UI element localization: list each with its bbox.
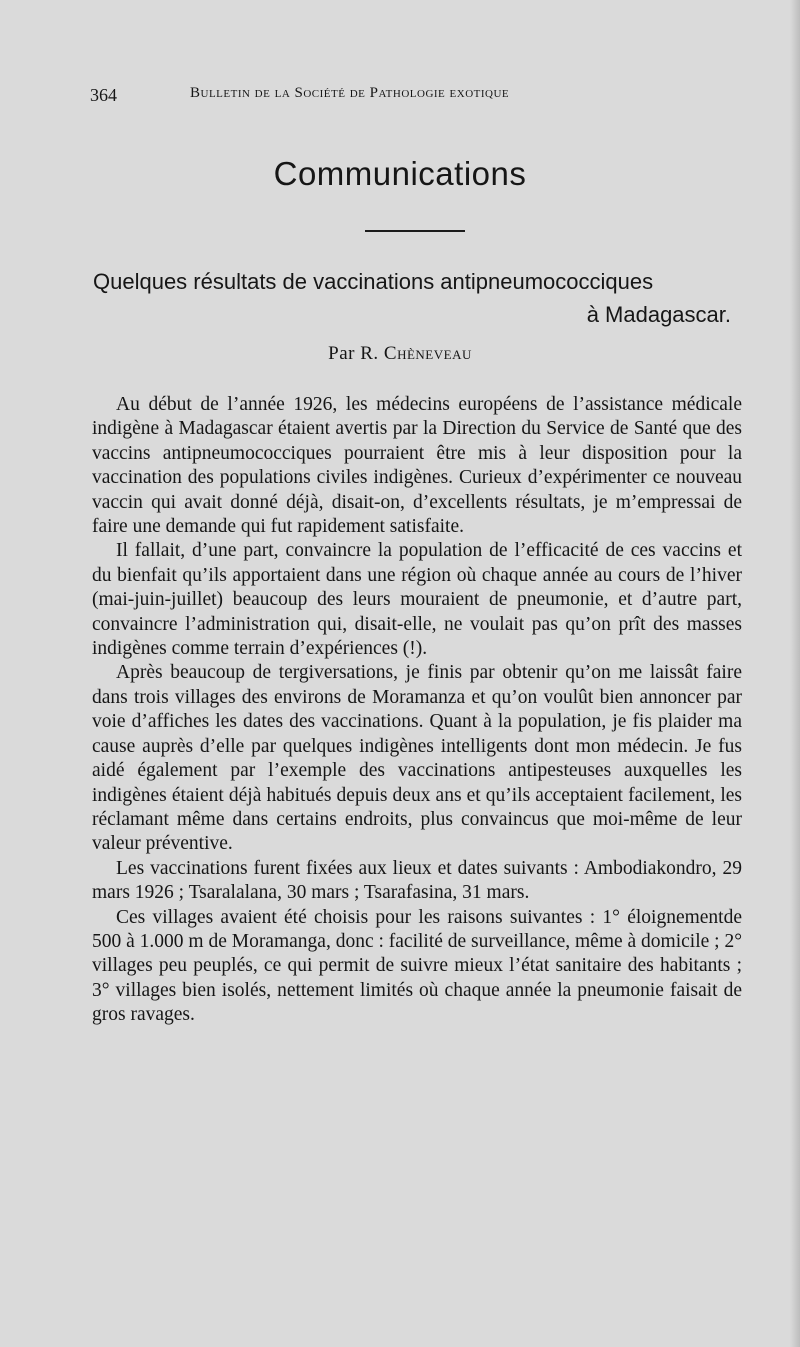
article-title-line-1: Quelques résultats de vaccinations antipneumococciques — [93, 269, 654, 294]
section-title: Communications — [273, 155, 527, 192]
page-edge-shadow — [790, 0, 800, 1347]
paragraph-5: Ces villages avaient été choisis pour les raisons suivantes : 1° éloignementde 500 à 1.000 m de Moramanga, donc : facilité de surveillance, même à domicile ; 2° villages peu peuplés, ce qui permit de suivre mieux l’état sanitaire des habitants ; 3° villages bien isolés, nettement limités où chaque année la pneumonie faisait de gros ravages. — [92, 906, 743, 1026]
journal-title: Bulletin de la Société de Pathologie exotique — [190, 85, 510, 101]
page-number: 364 — [90, 85, 117, 105]
author-name: R. Chèneveau — [360, 343, 472, 364]
running-head — [90, 85, 650, 113]
byline-prefix: Par — [328, 343, 355, 364]
article-title-line-2: à Madagascar. — [586, 302, 731, 327]
paragraph-3: Après beaucoup de tergiversations, je finis par obtenir qu’on me laissât faire dans trois villages des environs de Moramanza et qu’on voulût bien annoncer par voie d’affiches les dates des vaccinations. Quant à la population, je fis plaider ma cause auprès d’elle par quelques indigènes intelligents dont mon médecin. Je fus aidé également par l’exemple des vaccinations antipesteuses auxquelles les indigènes étaient déjà habitués depuis deux ans et qu’ils acceptaient facilement, les réclamant même dans certains endroits, plus convaincus que moi-même de leur valeur préventive. — [92, 662, 742, 855]
paragraph-1: Au début de l’année 1926, les médecins européens de l’assistance médicale indigène à Madagascar étaient avertis par la Direction du Service de Santé que des vaccins antipneumococciques pourraient être mis à leur disposition pour la vaccination des populations civiles indigènes. Curieux d’expérimenter ce nouveau vaccin qui avait donné déjà, disait-on, d’excellents résultats, je m’empressai de faire une demande qui fut rapidement satisfaite. — [92, 394, 742, 538]
byline — [0, 343, 800, 365]
paragraph-4: Les vaccinations furent fixées aux lieux et dates suivants : Ambodiakondro, 29 mars 1926 ; Tsaralalana, 30 mars ; Tsarafasina, 31 mars. — [92, 857, 742, 904]
section-rule — [365, 230, 465, 232]
paragraph-2: Il fallait, d’une part, convaincre la population de l’efficacité de ces vaccins et du bienfait qu’ils apportaient dans une région où chaque année au cours de l’hiver (mai-juin-juillet) beaucoup des leurs mouraient de pneumonie, et d’autre part, convaincre l’administration qui, disait-elle, ne voulait pas qu’on prît des masses indigènes comme terrain d’expériences (!). — [92, 540, 742, 660]
article-body — [92, 393, 742, 1028]
article-title — [93, 265, 743, 331]
